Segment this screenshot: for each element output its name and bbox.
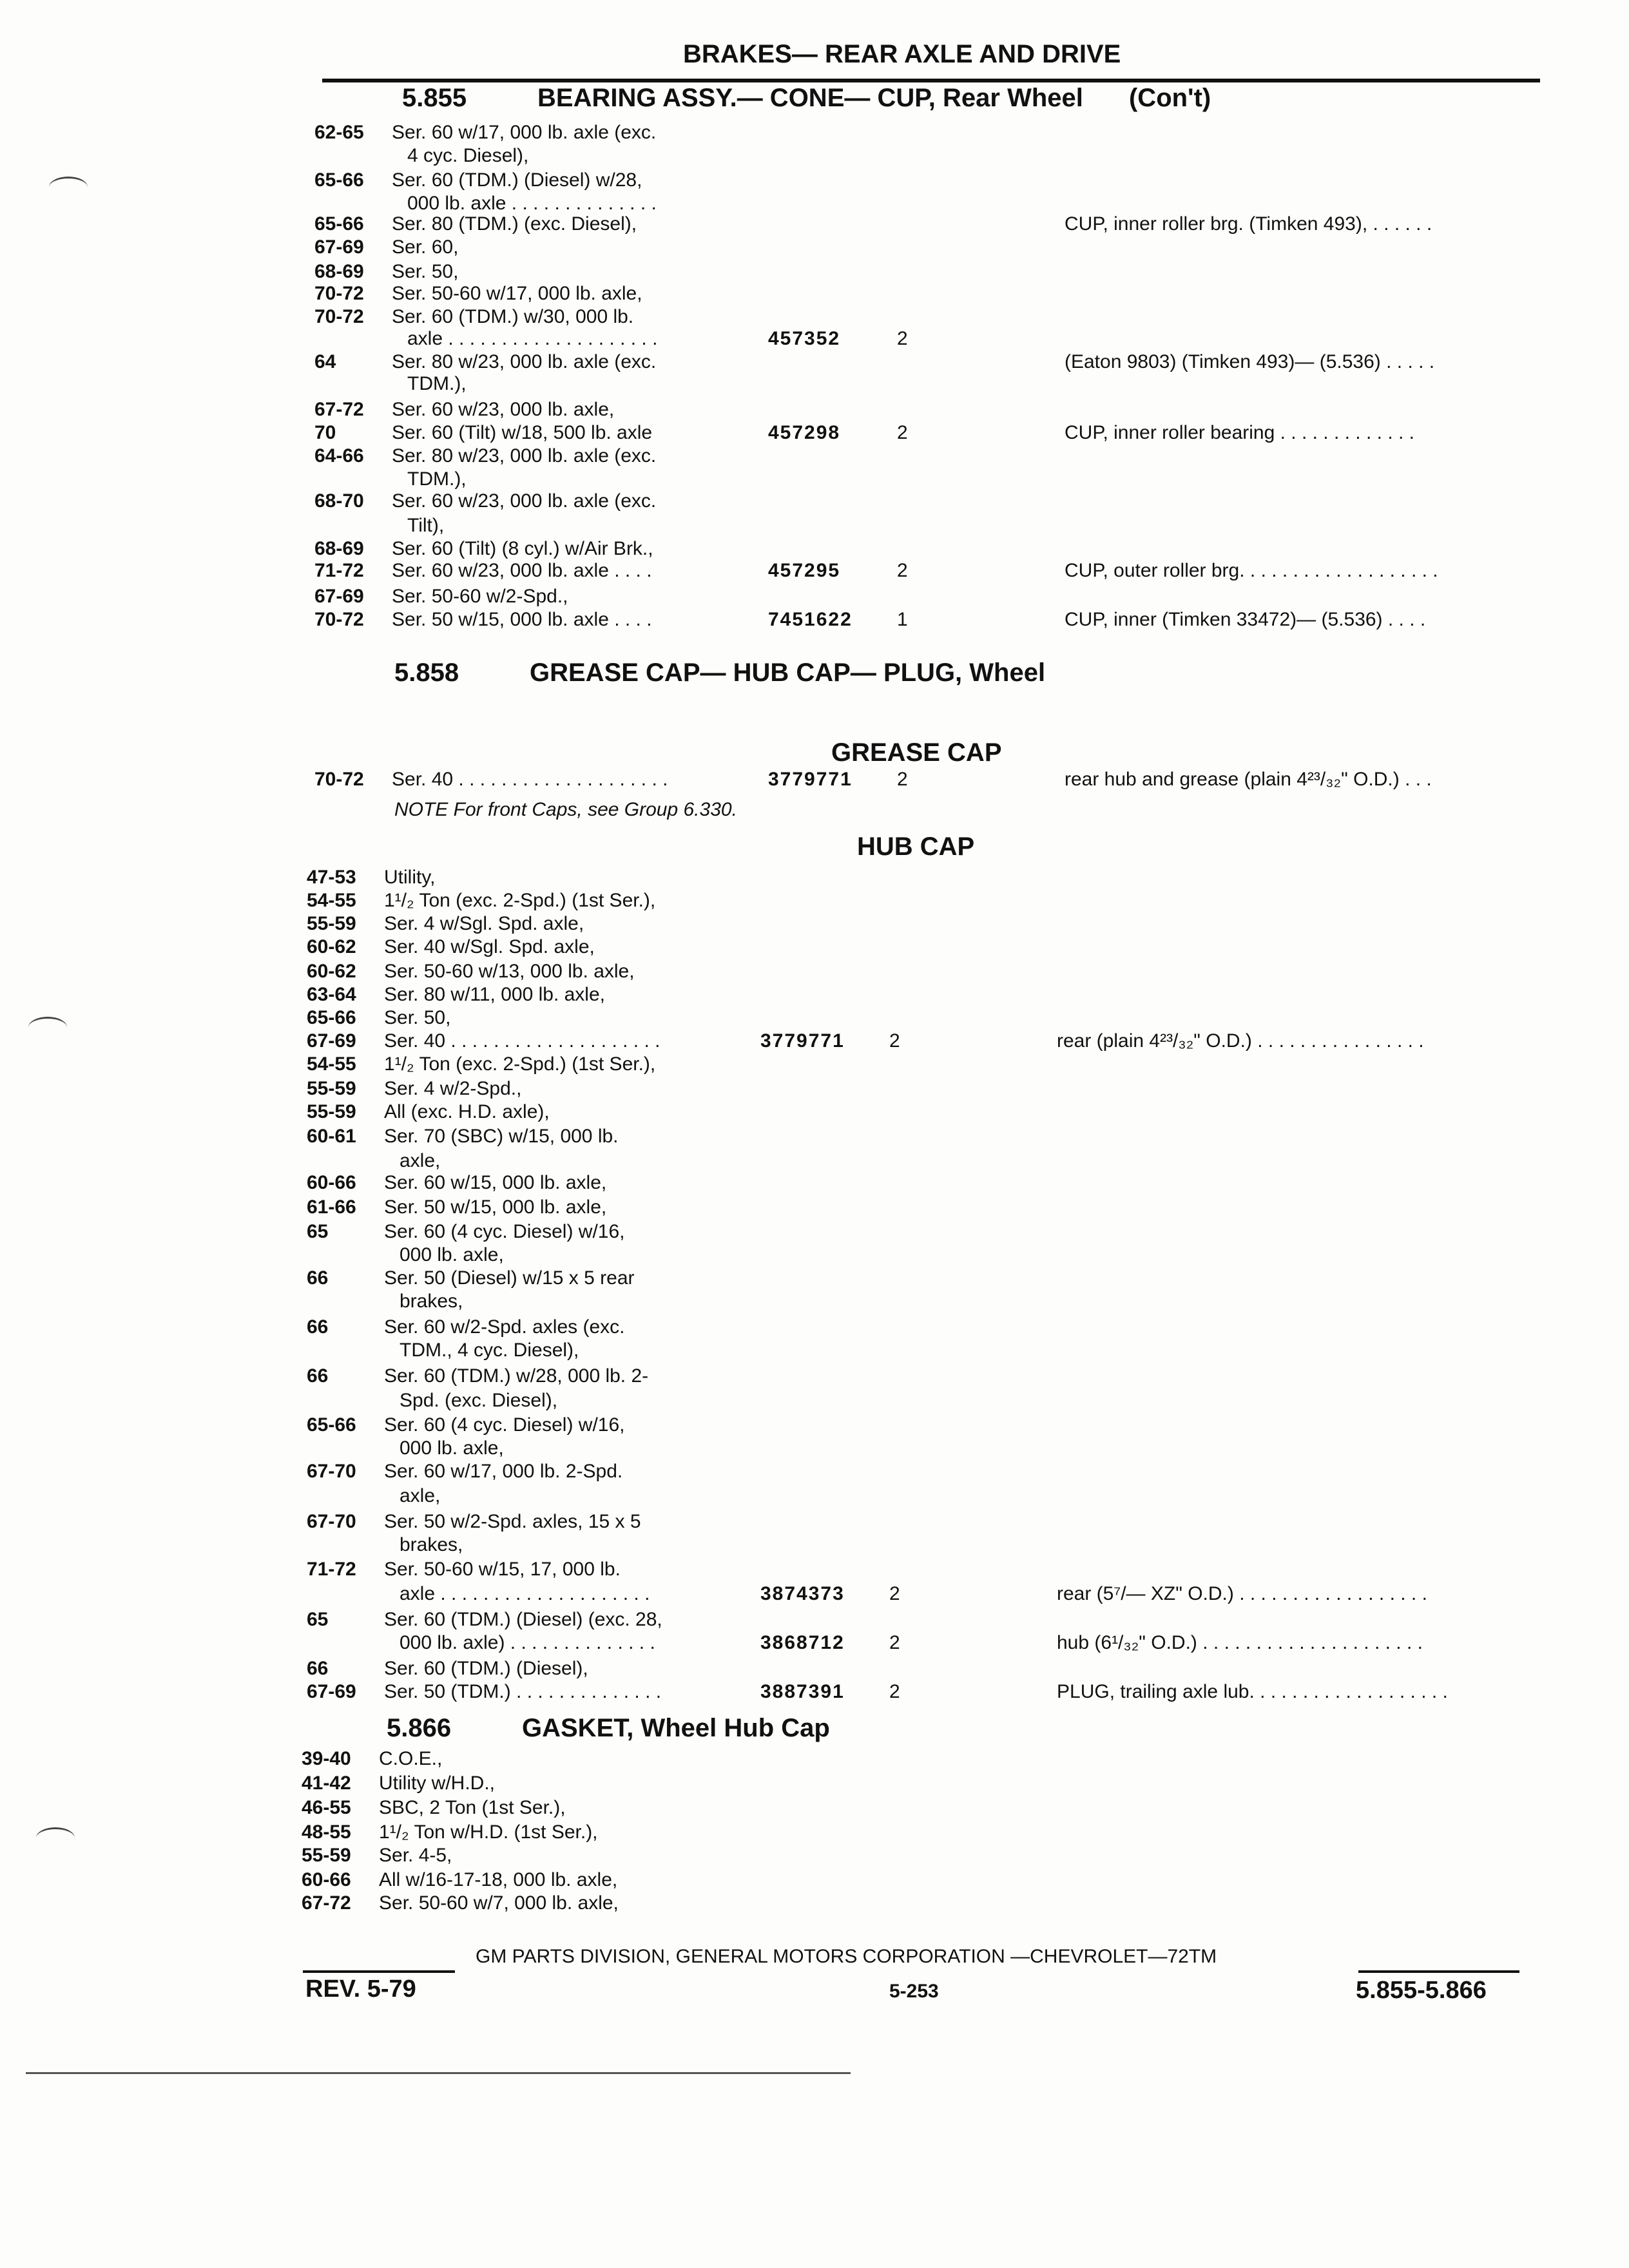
application-desc: Ser. 60 (TDM.) w/28, 000 lb. 2- bbox=[384, 1365, 649, 1387]
revision-label: REV. 5-79 bbox=[305, 1975, 416, 2003]
year-range: 48-55 bbox=[302, 1821, 351, 1843]
year-range: 68-69 bbox=[314, 261, 364, 282]
application-desc: Ser. 60 (TDM.) (Diesel), bbox=[384, 1658, 588, 1679]
application-desc: C.O.E., bbox=[379, 1748, 443, 1769]
year-range: 39-40 bbox=[302, 1748, 351, 1769]
application-desc: Ser. 70 (SBC) w/15, 000 lb. bbox=[384, 1126, 619, 1147]
application-desc: Ser. 50 w/15, 000 lb. axle, bbox=[384, 1196, 607, 1218]
application-desc: brakes, bbox=[400, 1291, 463, 1312]
application-desc: Ser. 4 w/2-Spd., bbox=[384, 1078, 522, 1099]
subhead-hub-cap: HUB CAP bbox=[857, 832, 975, 861]
application-desc: Ser. 60 w/15, 000 lb. axle, bbox=[384, 1172, 607, 1193]
part-number: 7451622 bbox=[768, 609, 853, 630]
year-range: 64-66 bbox=[314, 445, 364, 466]
year-range: 67-70 bbox=[307, 1511, 356, 1532]
year-range: 65 bbox=[307, 1221, 329, 1242]
page-header bbox=[322, 34, 1540, 82]
subhead-grease-cap: GREASE CAP bbox=[831, 738, 1002, 767]
application-desc: Ser. 50-60 w/13, 000 lb. axle, bbox=[384, 961, 635, 982]
quantity: 1 bbox=[897, 609, 908, 630]
application-desc: Ser. 50, bbox=[384, 1007, 451, 1028]
quantity: 2 bbox=[889, 1583, 900, 1604]
part-description: hub (6¹/₃₂" O.D.) . . . . . . . . . . . . . . . . . . . . . bbox=[1057, 1632, 1423, 1653]
application-desc: Ser. 60 (4 cyc. Diesel) w/16, bbox=[384, 1414, 625, 1436]
application-desc: 4 cyc. Diesel), bbox=[407, 145, 529, 166]
application-desc: Ser. 60 (TDM.) (Diesel) w/28, bbox=[392, 169, 642, 191]
year-range: 66 bbox=[307, 1658, 329, 1679]
application-desc: Ser. 60 w/17, 000 lb. axle (exc. bbox=[392, 122, 657, 143]
part-description: CUP, outer roller brg. . . . . . . . . . . . . . . . . . . bbox=[1065, 560, 1438, 581]
application-desc: Ser. 4 w/Sgl. Spd. axle, bbox=[384, 913, 584, 934]
application-desc: brakes, bbox=[400, 1534, 463, 1555]
year-range: 55-59 bbox=[307, 913, 356, 934]
scan-mark bbox=[36, 1827, 75, 1849]
part-description: CUP, inner (Timken 33472)— (5.536) . . . . bbox=[1065, 609, 1426, 630]
application-desc: 1¹/₂ Ton w/H.D. (1st Ser.), bbox=[379, 1821, 598, 1843]
section-title-text: GREASE CAP— HUB CAP— PLUG, Wheel bbox=[530, 658, 1046, 687]
year-range: 62-65 bbox=[314, 122, 364, 143]
year-range: 67-72 bbox=[302, 1892, 351, 1914]
application-desc: Ser. 40 . . . . . . . . . . . . . . . . . . . . bbox=[384, 1030, 660, 1052]
section-title-text: GASKET, Wheel Hub Cap bbox=[522, 1714, 830, 1742]
application-desc: Ser. 50 (TDM.) . . . . . . . . . . . . . . bbox=[384, 1681, 662, 1702]
section-number: 5.858 bbox=[394, 658, 459, 687]
continued-label: (Con't) bbox=[1128, 84, 1211, 112]
part-number: 457352 bbox=[768, 328, 841, 349]
quantity: 2 bbox=[889, 1632, 900, 1653]
part-number: 3874373 bbox=[760, 1583, 845, 1604]
year-range: 65-66 bbox=[307, 1007, 356, 1028]
year-range: 65-66 bbox=[307, 1414, 356, 1436]
year-range: 67-70 bbox=[307, 1461, 356, 1482]
section-5-858-title bbox=[394, 658, 1045, 687]
part-description: PLUG, trailing axle lub. . . . . . . . . . . . . . . . . . . bbox=[1057, 1681, 1448, 1702]
quantity: 2 bbox=[889, 1681, 900, 1702]
year-range: 60-61 bbox=[307, 1126, 356, 1147]
application-desc: Ser. 60, bbox=[392, 236, 459, 258]
part-number: 3868712 bbox=[760, 1632, 845, 1653]
year-range: 60-62 bbox=[307, 961, 356, 982]
application-desc: axle . . . . . . . . . . . . . . . . . . . . bbox=[400, 1583, 650, 1604]
year-range: 65 bbox=[307, 1609, 329, 1630]
section-number: 5.866 bbox=[387, 1714, 452, 1742]
application-desc: Ser. 50-60 w/17, 000 lb. axle, bbox=[392, 283, 642, 304]
part-description: CUP, inner roller brg. (Timken 493), . . . . . . bbox=[1065, 213, 1432, 235]
section-5-866-title bbox=[387, 1714, 830, 1743]
application-desc: Ser. 50-60 w/15, 17, 000 lb. bbox=[384, 1559, 621, 1580]
application-desc: Utility, bbox=[384, 867, 436, 888]
part-description: rear (5⁷/— XZ" O.D.) . . . . . . . . . . . . . . . . . . bbox=[1057, 1583, 1427, 1604]
part-description: (Eaton 9803) (Timken 493)— (5.536) . . . . . bbox=[1065, 351, 1435, 372]
page-title: BRAKES— REAR AXLE AND DRIVE bbox=[683, 40, 1121, 68]
year-range: 64 bbox=[314, 351, 336, 372]
year-range: 70-72 bbox=[314, 283, 364, 304]
application-desc: All (exc. H.D. axle), bbox=[384, 1101, 550, 1122]
year-range: 41-42 bbox=[302, 1773, 351, 1794]
scan-edge-line bbox=[26, 2072, 851, 2074]
year-range: 60-66 bbox=[307, 1172, 356, 1193]
application-desc: Ser. 40 w/Sgl. Spd. axle, bbox=[384, 936, 595, 957]
application-desc: Ser. 60 w/17, 000 lb. 2-Spd. bbox=[384, 1461, 623, 1482]
application-desc: TDM., 4 cyc. Diesel), bbox=[400, 1340, 579, 1361]
part-description: rear hub and grease (plain 4²³/₃₂" O.D.) . . . bbox=[1065, 769, 1432, 790]
application-desc: axle . . . . . . . . . . . . . . . . . . . . bbox=[407, 328, 658, 349]
application-desc: TDM.), bbox=[407, 468, 467, 490]
application-desc: 000 lb. axle, bbox=[400, 1244, 504, 1265]
year-range: 71-72 bbox=[314, 560, 364, 581]
quantity: 2 bbox=[897, 422, 908, 443]
year-range: 60-62 bbox=[307, 936, 356, 957]
part-number: 457298 bbox=[768, 422, 841, 443]
application-desc: Ser. 60 w/23, 000 lb. axle . . . . bbox=[392, 560, 652, 581]
year-range: 66 bbox=[307, 1267, 329, 1289]
year-range: 63-64 bbox=[307, 984, 356, 1005]
year-range: 67-69 bbox=[307, 1030, 356, 1052]
year-range: 54-55 bbox=[307, 890, 356, 911]
year-range: 70 bbox=[314, 422, 336, 443]
year-range: 55-59 bbox=[307, 1078, 356, 1099]
part-number: 3779771 bbox=[768, 769, 853, 790]
application-desc: Ser. 80 w/11, 000 lb. axle, bbox=[384, 984, 605, 1005]
year-range: 70-72 bbox=[314, 609, 364, 630]
application-desc: Ser. 50 w/15, 000 lb. axle . . . . bbox=[392, 609, 652, 630]
application-desc: All w/16-17-18, 000 lb. axle, bbox=[379, 1869, 618, 1890]
year-range: 65-66 bbox=[314, 169, 364, 191]
year-range: 67-69 bbox=[314, 586, 364, 607]
application-desc: Ser. 60 w/23, 000 lb. axle, bbox=[392, 399, 615, 420]
section-5-855-title bbox=[402, 84, 1211, 113]
year-range: 65-66 bbox=[314, 213, 364, 235]
footer-division: GM PARTS DIVISION, GENERAL MOTORS CORPORATION —CHEVROLET—72TM bbox=[476, 1946, 1217, 1967]
year-range: 71-72 bbox=[307, 1559, 356, 1580]
page-number: 5-253 bbox=[889, 1981, 939, 2002]
year-range: 67-69 bbox=[314, 236, 364, 258]
application-desc: 000 lb. axle . . . . . . . . . . . . . . bbox=[407, 193, 657, 214]
year-range: 54-55 bbox=[307, 1053, 356, 1075]
year-range: 61-66 bbox=[307, 1196, 356, 1218]
application-desc: 000 lb. axle) . . . . . . . . . . . . . . bbox=[400, 1632, 655, 1653]
quantity: 2 bbox=[897, 560, 908, 581]
year-range: 60-66 bbox=[302, 1869, 351, 1890]
part-description: CUP, inner roller bearing . . . . . . . . . . . . . bbox=[1065, 422, 1414, 443]
application-desc: Ser. 50 (Diesel) w/15 x 5 rear bbox=[384, 1267, 635, 1289]
application-desc: Ser. 50-60 w/2-Spd., bbox=[392, 586, 568, 607]
application-desc: Ser. 50-60 w/7, 000 lb. axle, bbox=[379, 1892, 619, 1914]
quantity: 2 bbox=[897, 328, 908, 349]
front-caps-note: NOTE For front Caps, see Group 6.330. bbox=[394, 799, 737, 820]
application-desc: TDM.), bbox=[407, 373, 467, 394]
application-desc: Tilt), bbox=[407, 515, 445, 536]
application-desc: Ser. 4-5, bbox=[379, 1845, 452, 1866]
application-desc: Ser. 60 (4 cyc. Diesel) w/16, bbox=[384, 1221, 625, 1242]
application-desc: Ser. 60 (TDM.) w/30, 000 lb. bbox=[392, 306, 634, 327]
footer-rule-left bbox=[303, 1970, 455, 1973]
part-number: 457295 bbox=[768, 560, 841, 581]
application-desc: Ser. 80 (TDM.) (exc. Diesel), bbox=[392, 213, 637, 235]
quantity: 2 bbox=[889, 1030, 900, 1052]
application-desc: Utility w/H.D., bbox=[379, 1773, 495, 1794]
application-desc: Ser. 50 w/2-Spd. axles, 15 x 5 bbox=[384, 1511, 641, 1532]
year-range: 47-53 bbox=[307, 867, 356, 888]
year-range: 68-69 bbox=[314, 538, 364, 559]
section-number: 5.855 bbox=[402, 84, 467, 112]
application-desc: Ser. 60 (Tilt) w/18, 500 lb. axle bbox=[392, 422, 653, 443]
year-range: 67-69 bbox=[307, 1681, 356, 1702]
part-number: 3779771 bbox=[760, 1030, 845, 1052]
year-range: 46-55 bbox=[302, 1797, 351, 1818]
footer-rule-right bbox=[1358, 1970, 1519, 1973]
application-desc: Ser. 60 w/23, 000 lb. axle (exc. bbox=[392, 490, 657, 512]
year-range: 70-72 bbox=[314, 306, 364, 327]
section-title-text: BEARING ASSY.— CONE— CUP, Rear Wheel bbox=[537, 84, 1083, 112]
application-desc: axle, bbox=[400, 1150, 441, 1171]
part-number: 3887391 bbox=[760, 1681, 845, 1702]
scan-mark bbox=[28, 1017, 67, 1038]
year-range: 66 bbox=[307, 1316, 329, 1338]
scan-mark bbox=[49, 177, 88, 198]
year-range: 68-70 bbox=[314, 490, 364, 512]
application-desc: Ser. 60 (TDM.) (Diesel) (exc. 28, bbox=[384, 1609, 662, 1630]
application-desc: Spd. (exc. Diesel), bbox=[400, 1390, 558, 1411]
year-range: 66 bbox=[307, 1365, 329, 1387]
application-desc: axle, bbox=[400, 1485, 441, 1506]
part-description: rear (plain 4²³/₃₂" O.D.) . . . . . . . . . . . . . . . . bbox=[1057, 1030, 1424, 1052]
year-range: 55-59 bbox=[307, 1101, 356, 1122]
application-desc: 1¹/₂ Ton (exc. 2-Spd.) (1st Ser.), bbox=[384, 890, 656, 911]
year-range: 67-72 bbox=[314, 399, 364, 420]
application-desc: Ser. 80 w/23, 000 lb. axle (exc. bbox=[392, 445, 657, 466]
application-desc: 000 lb. axle, bbox=[400, 1437, 504, 1459]
application-desc: 1¹/₂ Ton (exc. 2-Spd.) (1st Ser.), bbox=[384, 1053, 656, 1075]
application-desc: Ser. 60 w/2-Spd. axles (exc. bbox=[384, 1316, 625, 1338]
application-desc: Ser. 80 w/23, 000 lb. axle (exc. bbox=[392, 351, 657, 372]
year-range: 55-59 bbox=[302, 1845, 351, 1866]
year-range: 70-72 bbox=[314, 769, 364, 790]
application-desc: SBC, 2 Ton (1st Ser.), bbox=[379, 1797, 566, 1818]
application-desc: Ser. 60 (Tilt) (8 cyl.) w/Air Brk., bbox=[392, 538, 653, 559]
quantity: 2 bbox=[897, 769, 908, 790]
application-desc: Ser. 50, bbox=[392, 261, 459, 282]
application-desc: Ser. 40 . . . . . . . . . . . . . . . . . . . . bbox=[392, 769, 668, 790]
section-range: 5.855-5.866 bbox=[1356, 1977, 1487, 2004]
